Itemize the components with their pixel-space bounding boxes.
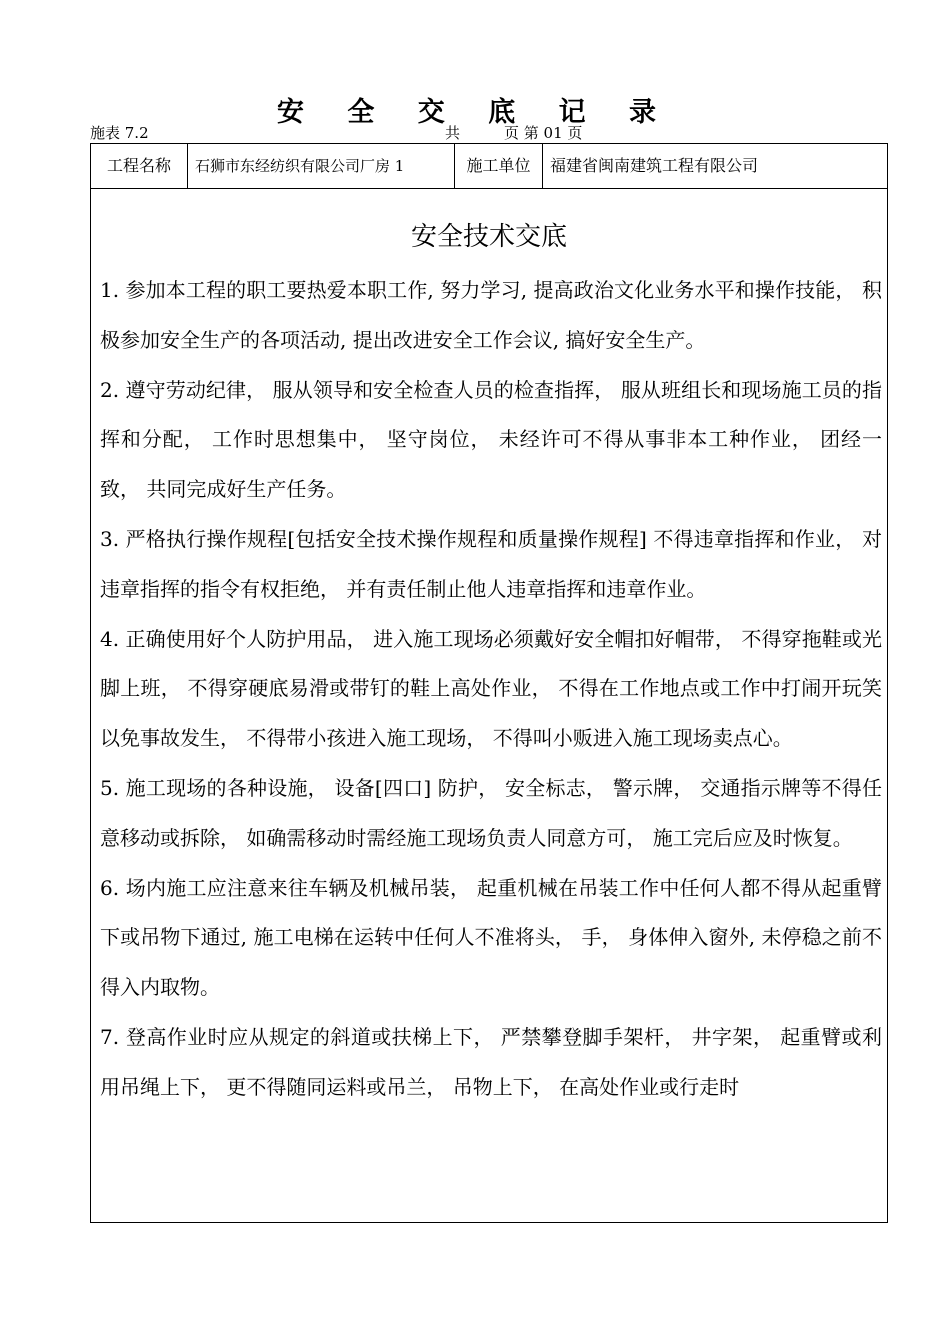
body-text <box>100 266 882 1113</box>
paragraph: 5. 施工现场的各种设施， 设备[四口] 防护， 安全标志， 警示牌， 交通指示牌等不得任意移动或拆除， 如确需移动时需经施工现场负责人同意方可， 施工完后应及时恢复。 <box>100 775 882 850</box>
page-total-label: 共 <box>445 124 461 142</box>
page-info <box>445 122 582 143</box>
paragraph: 3. 严格执行操作规程[包括安全技术操作规程和质量操作规程] 不得违章指挥和作业， 对违章指挥的指令有权拒绝， 并有责任制止他人违章指挥和违章作业。 <box>100 526 882 601</box>
form-number: 施表 7.2 <box>90 124 149 142</box>
paragraph: 2. 遵守劳动纪律， 服从领导和安全检查人员的检查指挥， 服从班组长和现场施工员的指挥和分配， 工作时思想集中， 坚守岗位， 未经许可不得从事非本工种作业， 团经一致， 共同完成好生产任务。 <box>100 377 882 502</box>
project-name-label: 工程名称 <box>91 144 188 188</box>
project-name-value: 石狮市东经纺织有限公司厂房 1 <box>187 144 455 188</box>
paragraph: 4. 正确使用好个人防护用品， 进入施工现场必须戴好安全帽扣好帽带， 不得穿拖鞋或光脚上班， 不得穿硬底易滑或带钉的鞋上高处作业， 不得在工作地点或工作中打闹开玩笑以免事故发生， 不得带小孩进入施工现场， 不得叫小贩进入施工现场卖点心。 <box>100 626 882 751</box>
paragraph: 1. 参加本工程的职工要热爱本职工作, 努力学习, 提高政治文化业务水平和操作技能， 积极参加安全生产的各项活动, 提出改进安全工作会议, 搞好安全生产。 <box>100 278 882 352</box>
section-title: 安全技术交底 <box>410 222 567 252</box>
record-table <box>90 143 888 1223</box>
document-title: 安 全 交 底 记 录 <box>277 97 673 128</box>
page-current-label: 页 第 01 页 <box>504 124 583 142</box>
header-row <box>91 144 887 189</box>
construction-unit-value: 福建省闽南建筑工程有限公司 <box>550 156 759 175</box>
construction-unit-label: 施工单位 <box>455 144 543 188</box>
paragraph: 7. 登高作业时应从规定的斜道或扶梯上下， 严禁攀登脚手架杆， 井字架， 起重臂或利用吊绳上下， 更不得随同运料或吊兰， 吊物上下， 在高处作业或行走时 <box>100 1024 882 1099</box>
paragraph: 6. 场内施工应注意来往车辆及机械吊装， 起重机械在吊装工作中任何人都不得从起重臂下或吊物下通过, 施工电梯在运转中任何人不准将头， 手， 身体伸入窗外, 未停稳之前不得入内取物。 <box>100 875 882 1000</box>
